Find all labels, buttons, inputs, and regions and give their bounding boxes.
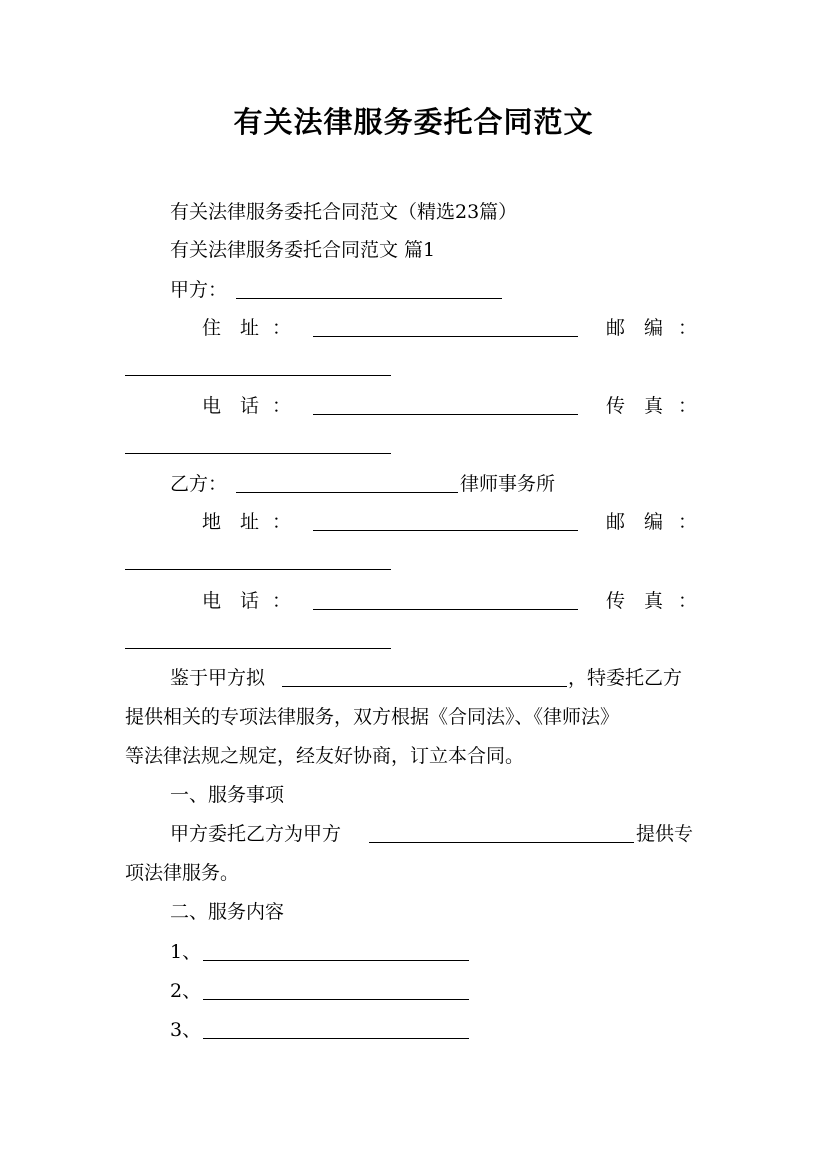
party-a-phone-colon: ： <box>272 395 292 417</box>
party-b-phone-blank <box>313 609 578 610</box>
party-b-fax-label-1: 传 <box>606 590 626 612</box>
party-b-blank <box>236 492 458 493</box>
party-a-blank <box>236 298 502 299</box>
party-a-postcode-label-1: 邮 <box>606 317 626 339</box>
party-b-postcode-colon: ： <box>678 511 698 533</box>
party-a-address-label-2: 址 <box>240 317 260 339</box>
party-a-phone-blank <box>313 414 578 415</box>
section-1-prefix: 甲方委托乙方为甲方 <box>170 823 342 845</box>
party-b-label: 乙方： <box>170 473 228 495</box>
party-b-postcode-label-1: 邮 <box>606 511 626 533</box>
party-b-address-colon: ： <box>272 511 292 533</box>
party-a-phone-label-1: 电 <box>202 395 222 417</box>
party-a-postcode-label-2: 编 <box>644 317 664 339</box>
party-a-address-colon: ： <box>272 317 292 339</box>
item-2-number: 2、 <box>170 980 202 1002</box>
party-b-firm-suffix: 律师事务所 <box>460 473 556 495</box>
party-a-fax-colon: ： <box>678 395 698 417</box>
paragraph-1-blank <box>282 686 567 687</box>
party-b-fax-label-2: 真 <box>644 590 664 612</box>
section-1-suffix: 提供专 <box>636 823 694 845</box>
party-a-fax-label-2: 真 <box>644 395 664 417</box>
party-a-label: 甲方： <box>170 279 228 301</box>
paragraph-1-line-3: 等法律法规之规定，经友好协商，订立本合同。 <box>125 745 525 767</box>
item-3-number: 3、 <box>170 1019 202 1041</box>
section-1-heading: 一、服务事项 <box>170 784 285 806</box>
party-a-fax-blank <box>125 453 391 454</box>
paragraph-1-prefix: 鉴于甲方拟 <box>170 667 266 689</box>
item-1-number: 1、 <box>170 941 202 963</box>
item-2-blank <box>203 999 469 1000</box>
party-b-postcode-label-2: 编 <box>644 511 664 533</box>
subtitle: 有关法律服务委托合同范文（精选23篇） <box>170 201 518 223</box>
party-a-fax-label-1: 传 <box>606 395 626 417</box>
section-1-blank <box>369 842 634 843</box>
paragraph-1-suffix: ，特委托乙方 <box>568 667 683 689</box>
document-title: 有关法律服务委托合同范文 <box>233 105 594 139</box>
party-b-fax-blank <box>125 648 391 649</box>
party-a-address-blank <box>313 336 578 337</box>
party-b-address-label-2: 址 <box>240 511 260 533</box>
section-2-heading: 二、服务内容 <box>170 901 285 923</box>
party-b-address-blank <box>313 530 578 531</box>
party-b-phone-label-1: 电 <box>202 590 222 612</box>
party-b-fax-colon: ： <box>678 590 698 612</box>
item-3-blank <box>203 1038 469 1039</box>
item-1-blank <box>203 960 469 961</box>
party-a-phone-label-2: 话 <box>240 395 260 417</box>
party-b-address-label-1: 地 <box>202 511 222 533</box>
party-b-phone-label-2: 话 <box>240 590 260 612</box>
party-a-address-label-1: 住 <box>202 317 222 339</box>
section-heading: 有关法律服务委托合同范文 篇1 <box>170 239 436 261</box>
party-b-postcode-blank <box>125 569 391 570</box>
paragraph-1-line-2: 提供相关的专项法律服务，双方根据《合同法》、《律师法》 <box>125 706 620 728</box>
party-b-phone-colon: ： <box>272 590 292 612</box>
section-1-line-2: 项法律服务。 <box>125 862 240 884</box>
party-a-postcode-blank <box>125 375 391 376</box>
party-a-postcode-colon: ： <box>678 317 698 339</box>
